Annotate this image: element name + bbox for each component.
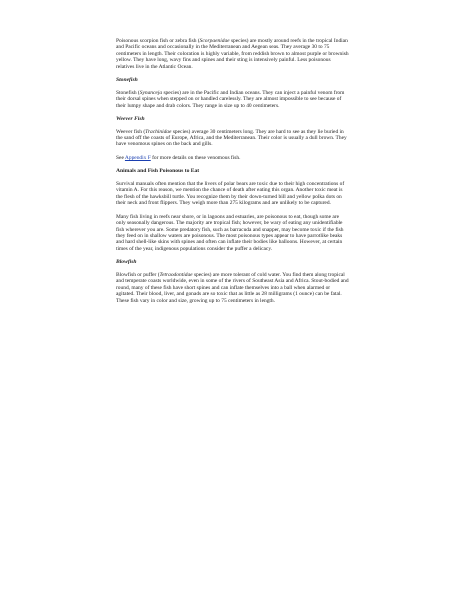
intro-scientific-name: Scorpaenidae <box>199 38 230 44</box>
animals-paragraph-1: Survival manuals often mention that the livers of polar bears are toxic due to their high concentrations of vitamin A. For this reason, we mention the chance of death after eating this organ. Another toxic meat is the flesh of the hawksbill turtle. You recognize them by their down-turned bill and yellow polka dots on their neck and front flippers. They weigh more than 275 kilograms and are unlikely to be captured. <box>116 180 345 207</box>
stonefish-text-a: Stonefish ( <box>116 89 140 96</box>
stonefish-heading: Stonefish <box>116 77 138 84</box>
stonefish-scientific-name: Synanceja <box>139 89 163 96</box>
blowfish-text-b: species) are more tolerant of cold water. You find them along tropical and temperate coasts worldwide, even in some of the rivers of Southeast Asia and Africa. Stout-bodied and round, many of these fish have short spines and can inflate themselves into a ball when alarmed or agitated. Their blood, liver, and gonads are so toxic that as little as 28 milligrams (1 ounce) can be fatal. These fish vary in color and size, growing up to 75 centimeters in length. <box>116 271 349 304</box>
weever-paragraph <box>116 129 349 148</box>
appendix-reference <box>116 155 349 161</box>
weever-text-a: Weever fish ( <box>116 128 146 135</box>
intro-text-b: species) are mostly around reefs in the tropical Indian and Pacific oceans and occasionally in the Mediterranean and Aegean seas. They average 30 to 75 centimeters in length. Their coloration is highly variable, from reddish brown to almost purple or brownish yellow. They have long, wavy fins and spines and their sting is intensively painful. Less poisonous relatives live in the Atlantic Ocean. <box>116 38 349 70</box>
intro-paragraph <box>116 38 349 70</box>
document-page <box>116 38 349 311</box>
intro-text-a: Poisonous scorpion fish or zebra fish ( <box>116 38 200 44</box>
blowfish-scientific-name: Tetraodontidae <box>159 271 193 278</box>
blowfish-paragraph <box>116 272 349 304</box>
animals-heading: Animals and Fish Poisonous to Eat <box>116 168 200 175</box>
animals-paragraph-2: Many fish living in reefs near shore, or in lagoons and estuaries, are poisonous to eat, though some are only seasonally dangerous. The majority are tropical fish; however, be wary of eating any unidentifiable fish wherever you are. Some predatory fish, such as barracuda and snapper, may become toxic if the fish they feed on in shallow waters are poisonous. The most poisonous types appear to have parrotlike beaks and hard shell-like skins with spines and often can inflate their bodies like balloons. However, at certain times of the year, indigenous populations consider the puffer a delicacy. <box>116 213 344 252</box>
blowfish-text-a: Blowfish or puffer ( <box>116 271 160 278</box>
stonefish-text-b: species) are in the Pacific and Indian oceans. They can inject a painful venom from their dorsal spines when stepped on or handled carelessly. They are almost impossible to see because of their lumpy shape and drab colors. They range in size up to 40 centimeters. <box>116 89 345 109</box>
see-text-b: for more details on these venomous fish. <box>150 154 241 161</box>
weever-scientific-name: Trachinidae <box>145 128 172 135</box>
stonefish-paragraph <box>116 90 349 109</box>
weever-text-b: species) average 30 centimeters long. They are hard to see as they lie buried in the sand off the coasts of Europe, Africa, and the Mediterranean. Their color is usually a dull brown. They have venomous spines on the back and gills. <box>116 128 347 148</box>
see-text: See <box>116 154 125 161</box>
blowfish-heading: Blowfish <box>116 259 137 266</box>
weever-heading: Weever Fish <box>116 116 145 123</box>
appendix-f-link[interactable]: Appendix F <box>124 154 151 161</box>
